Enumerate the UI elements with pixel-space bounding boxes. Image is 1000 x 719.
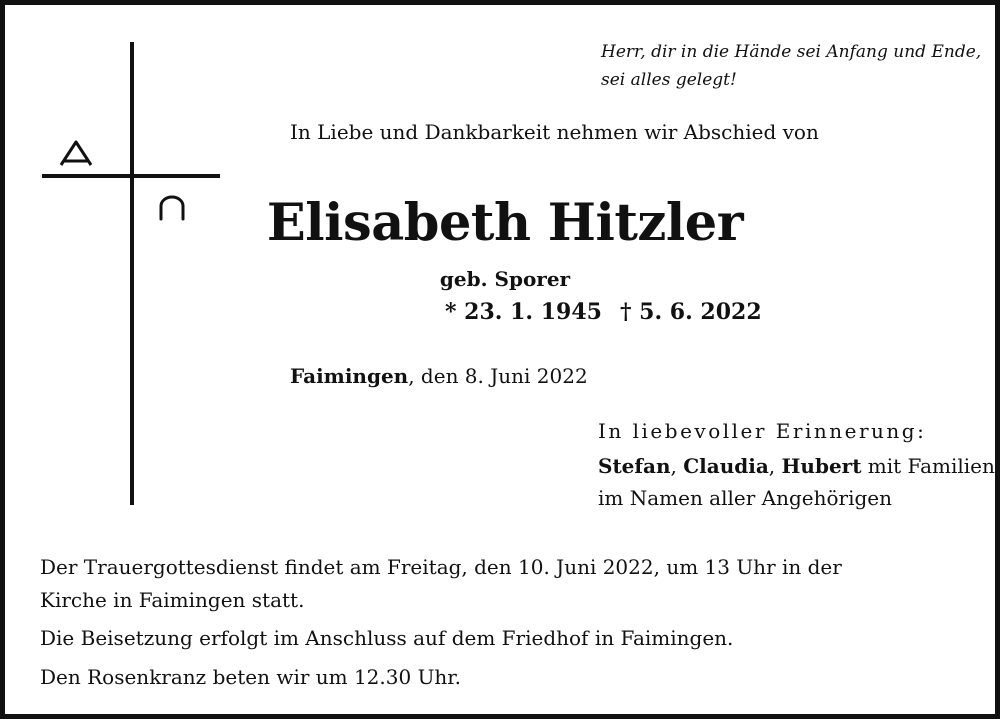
mourners-line [598, 454, 995, 478]
memory-heading: In liebevoller Erinnerung: [598, 419, 927, 443]
cross-horizontal-beam [42, 174, 220, 178]
rosary-announcement: Den Rosenkranz beten wir um 12.30 Uhr. [40, 665, 462, 689]
death-date: † 5. 6. 2022 [620, 299, 762, 325]
separator: , [670, 454, 684, 478]
mourner-name: Stefan [598, 454, 671, 478]
intro-text: In Liebe und Dankbarkeit nehmen wir Abschied von [290, 120, 819, 144]
mourner-name: Hubert [781, 454, 862, 478]
separator: , [768, 454, 782, 478]
mourner-name: Claudia [683, 454, 769, 478]
alpha-icon [59, 139, 93, 167]
service-announcement: Der Trauergottesdienst findet am Freitag, den 10. Juni 2022, um 13 Uhr in der Kirche in Faimingen statt. [40, 555, 842, 612]
place-name: Faimingen [290, 364, 409, 388]
deceased-name: Elisabeth Hitzler [266, 193, 744, 253]
mourners-suffix: mit Familien [861, 454, 995, 478]
family-line: im Namen aller Angehörigen [598, 486, 893, 510]
burial-announcement: Die Beisetzung erfolgt im Anschluss auf dem Friedhof in Faimingen. [40, 626, 734, 650]
maiden-name: geb. Sporer [439, 267, 571, 291]
motto-line-2: sei alles gelegt! [601, 70, 737, 90]
place-date-line [290, 364, 588, 388]
motto-line-1: Herr, dir in die Hände sei Anfang und Ende, [601, 42, 982, 62]
bible-motto [601, 38, 981, 94]
birth-date: * 23. 1. 1945 [445, 299, 602, 325]
date-text: , den 8. Juni 2022 [408, 364, 588, 388]
